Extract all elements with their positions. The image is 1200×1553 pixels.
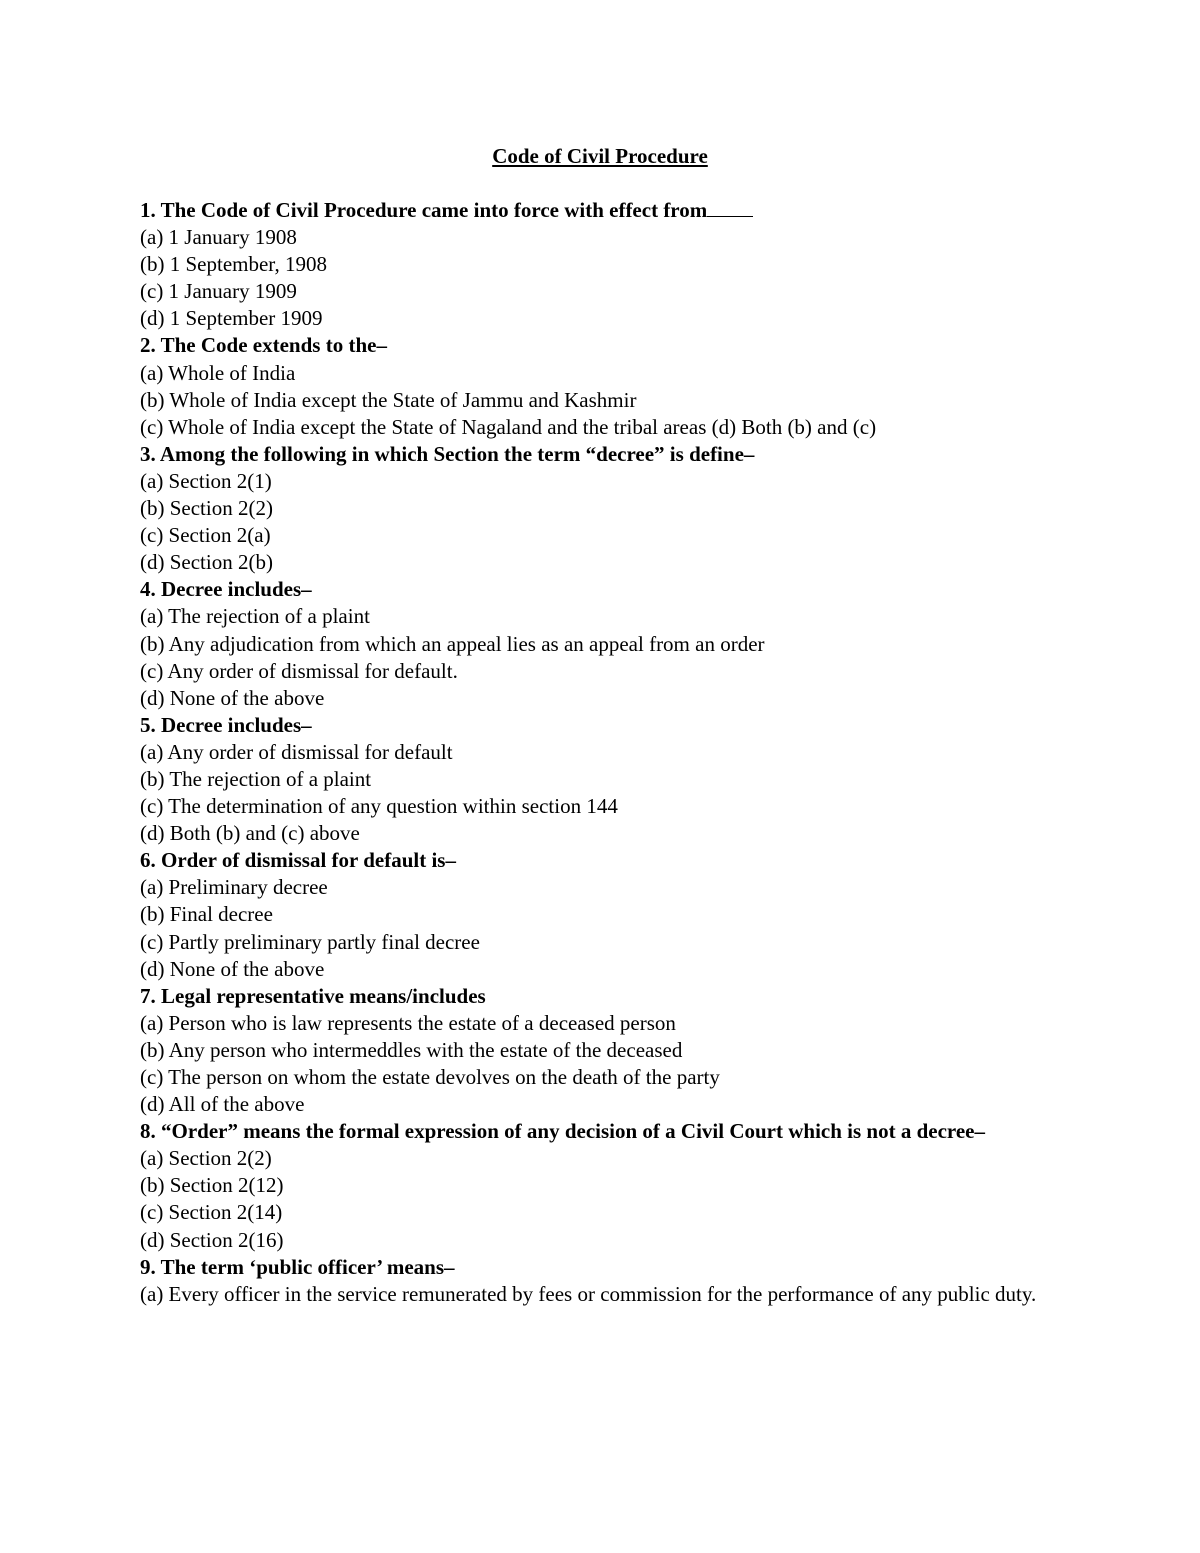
option: (c) 1 January 1909 (140, 279, 297, 304)
question-text: 3. Among the following in which Section the term “decree” is define– (140, 441, 755, 466)
question-8 (140, 1118, 1040, 1253)
question-text: 2. The Code extends to the– (140, 333, 387, 358)
option: (b) Any adjudication from which an appeal lies as an appeal from an order (140, 631, 765, 656)
option: (d) Section 2(16) (140, 1227, 284, 1252)
question-7 (140, 983, 1040, 1118)
option: (a) 1 January 1908 (140, 225, 297, 250)
question-text: 5. Decree includes– (140, 712, 312, 737)
option: (a) Whole of India (140, 360, 296, 385)
question-text: 6. Order of dismissal for default is– (140, 848, 456, 873)
option: (a) Preliminary decree (140, 875, 328, 900)
option: (d) Both (b) and (c) above (140, 821, 360, 846)
question-text: 9. The term ‘public officer’ means– (140, 1254, 455, 1279)
option: (d) None of the above (140, 956, 325, 981)
question-4 (140, 576, 1040, 711)
option: (b) Final decree (140, 902, 273, 927)
option: (b) Section 2(12) (140, 1173, 284, 1198)
option: (c) Any order of dismissal for default. (140, 658, 458, 683)
question-text: 8. “Order” means the formal expression of any decision of a Civil Court which is not a decree– (140, 1119, 985, 1144)
option: (a) Any order of dismissal for default (140, 739, 453, 764)
answer-blank (707, 199, 753, 217)
question-text: 1. The Code of Civil Procedure came into force with effect from (140, 197, 1040, 224)
question-6 (140, 847, 1040, 982)
option: (a) Person who is law represents the estate of a deceased person (140, 1010, 676, 1035)
question-1 (140, 197, 1040, 332)
option: (b) Section 2(2) (140, 496, 273, 521)
option: (b) Whole of India except the State of Jammu and Kashmir (140, 387, 637, 412)
question-text: 4. Decree includes– (140, 577, 312, 602)
question-2 (140, 332, 1040, 440)
question-5 (140, 712, 1040, 847)
option: (a) Section 2(2) (140, 1146, 272, 1171)
option: (b) The rejection of a plaint (140, 766, 372, 791)
option: (c) Partly preliminary partly final decree (140, 929, 480, 954)
option: (b) Any person who intermeddles with the estate of the deceased (140, 1037, 683, 1062)
question-list (140, 197, 1040, 1308)
option: (c) The person on whom the estate devolves on the death of the party (140, 1065, 720, 1089)
option: (a) Every officer in the service remunerated by fees or commission for the performance of any public duty. (140, 1281, 1037, 1306)
option: (d) All of the above (140, 1092, 305, 1117)
option: (d) 1 September 1909 (140, 306, 323, 331)
question-3 (140, 441, 1040, 576)
option: (d) Section 2(b) (140, 550, 273, 575)
option: (c) The determination of any question within section 144 (140, 794, 618, 819)
option: (d) None of the above (140, 685, 325, 710)
question-text: 7. Legal representative means/includes (140, 983, 486, 1008)
option: (c) Section 2(a) (140, 523, 271, 548)
option: (c) Section 2(14) (140, 1200, 283, 1225)
document-title: Code of Civil Procedure (492, 144, 708, 168)
option: (a) Section 2(1) (140, 468, 272, 493)
option: (b) 1 September, 1908 (140, 252, 327, 277)
question-9 (140, 1254, 1040, 1308)
option: (a) The rejection of a plaint (140, 604, 370, 629)
option: (c) Whole of India except the State of Nagaland and the tribal areas (d) Both (b) and (c) (140, 414, 877, 439)
